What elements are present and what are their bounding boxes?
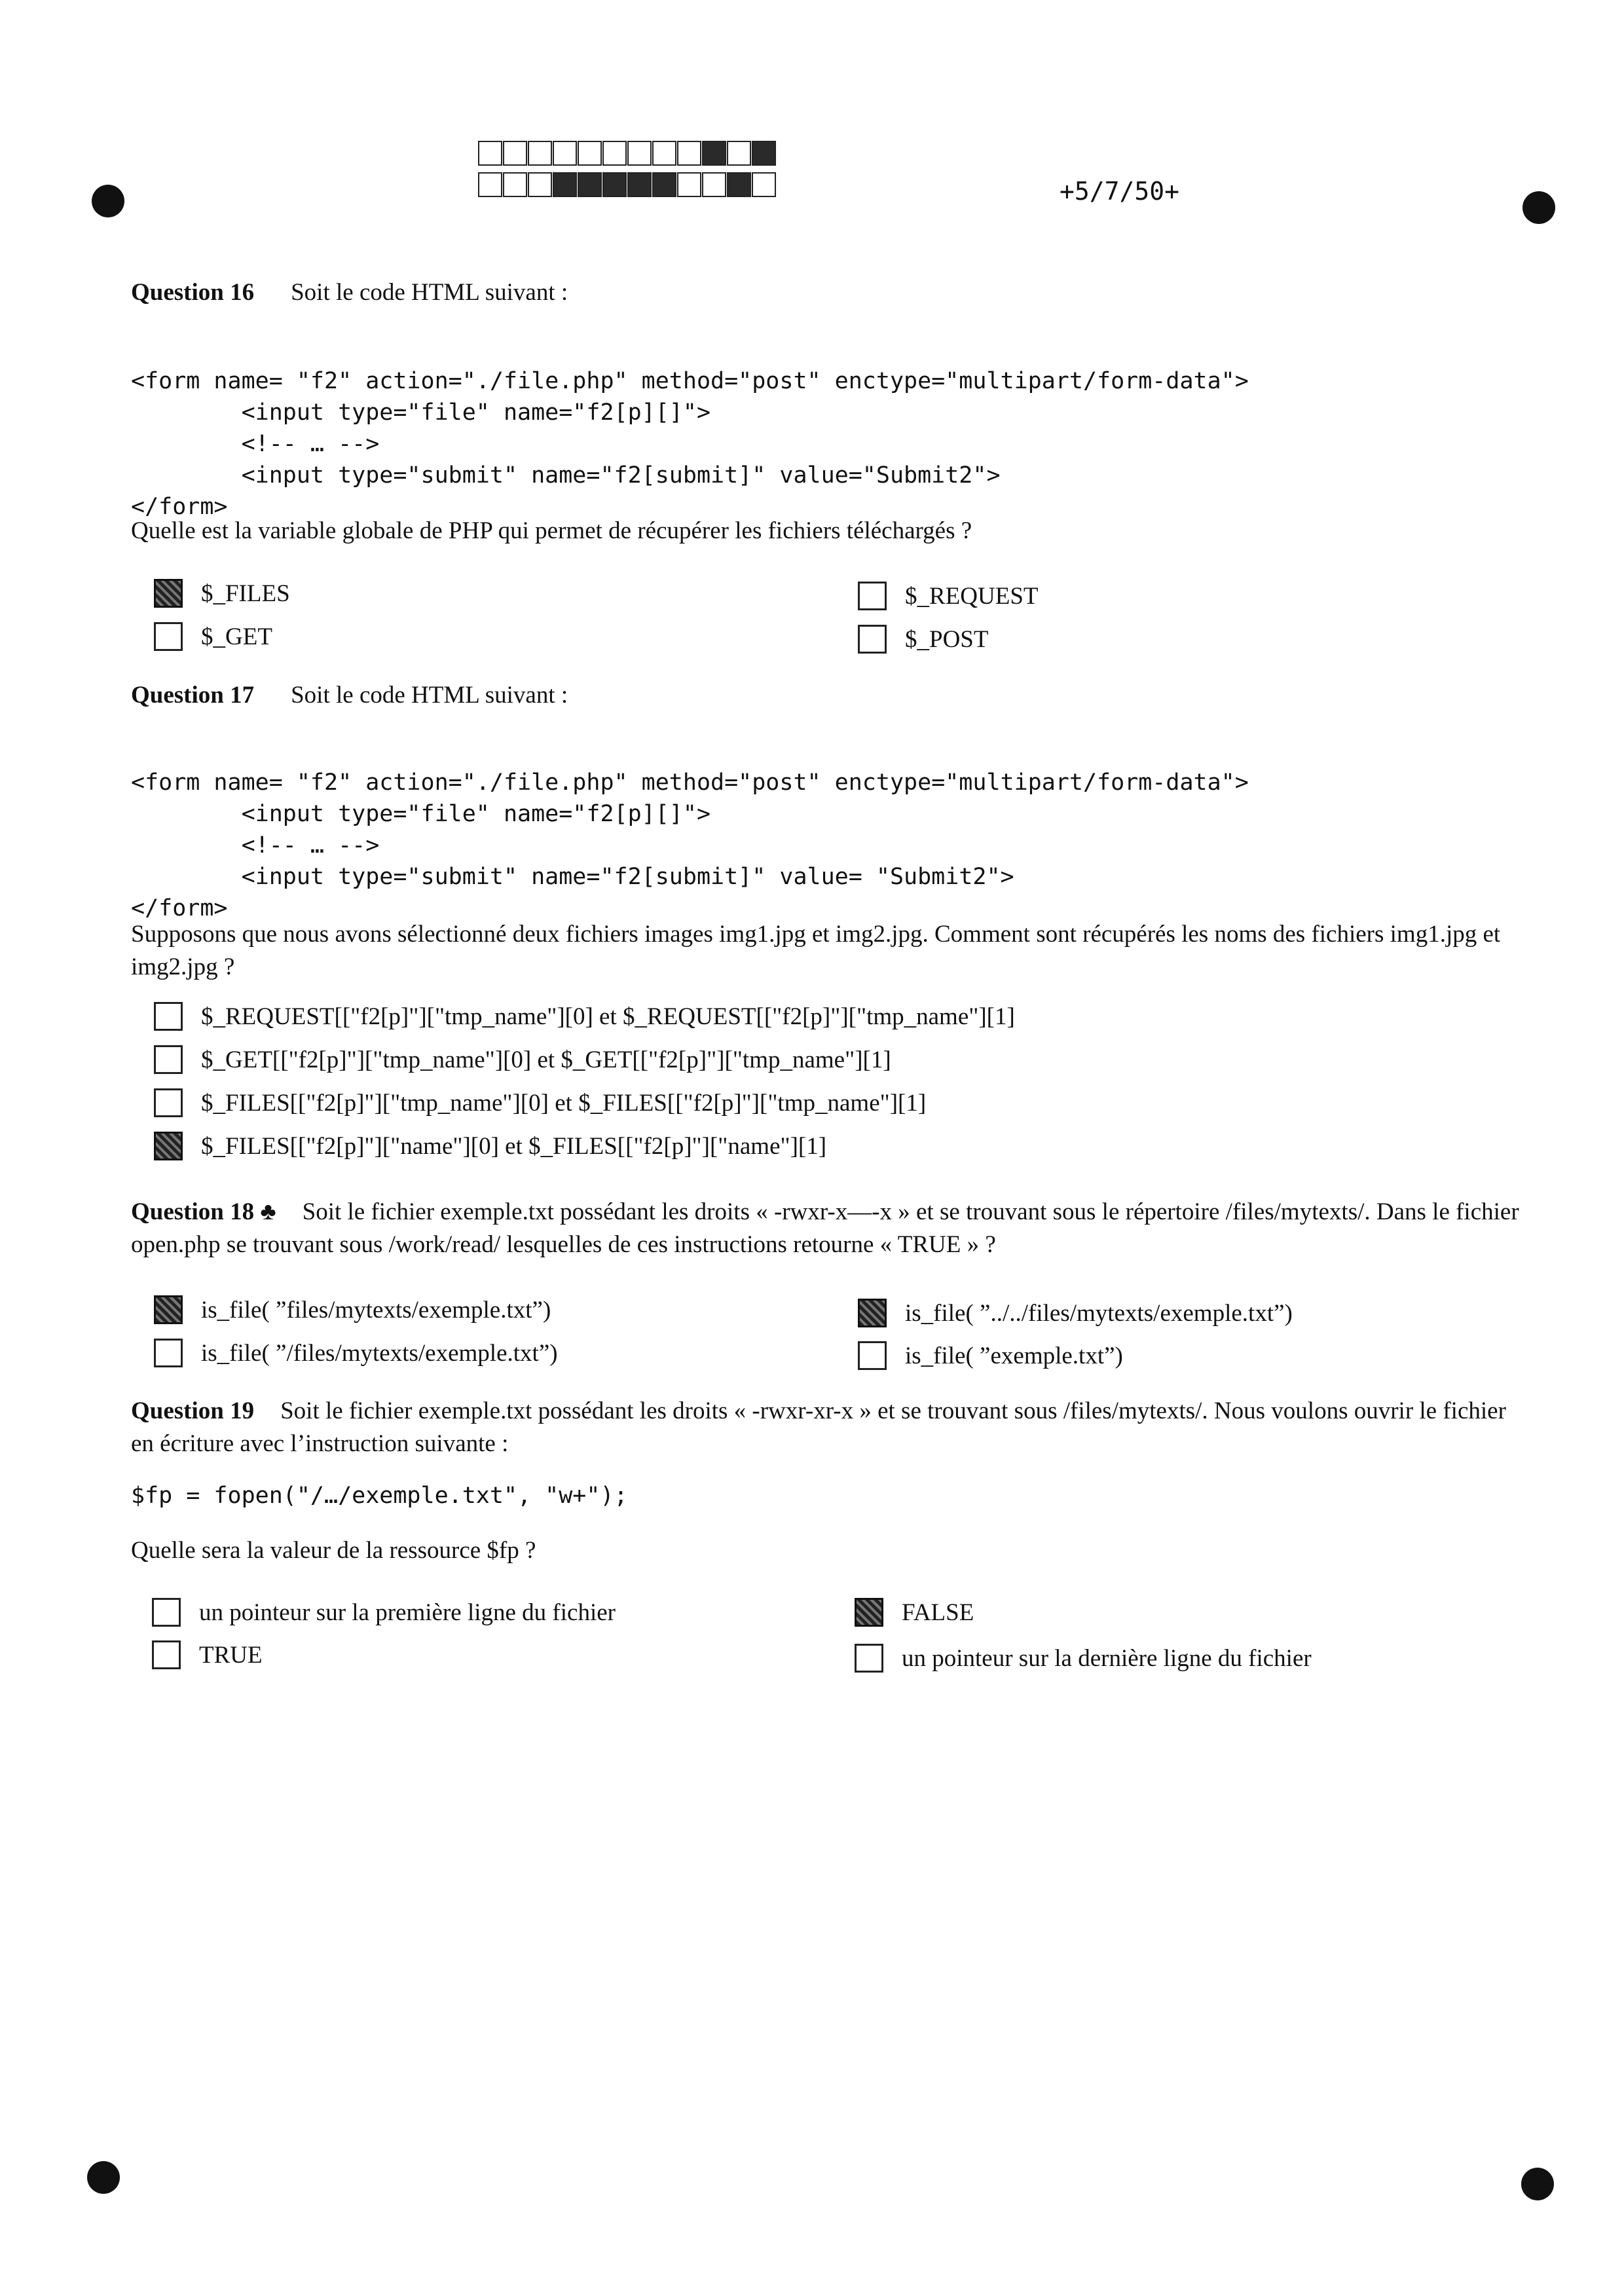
code-cell <box>702 172 726 197</box>
code-cell <box>503 141 527 166</box>
registration-mark-bottom-right <box>1521 2168 1554 2200</box>
q19-code: $fp = fopen("/…/exemple.txt", "w+"); <box>131 1483 628 1509</box>
checkbox[interactable] <box>858 1341 887 1370</box>
code-cell <box>578 172 602 197</box>
q18-option-4[interactable] <box>858 1341 1123 1370</box>
q16-option-files[interactable] <box>154 579 290 608</box>
registration-mark-top-left <box>92 185 124 217</box>
code-cell <box>677 141 701 166</box>
code-cell <box>702 141 726 166</box>
checkbox[interactable] <box>152 1640 181 1669</box>
option-label: $_POST <box>905 625 989 653</box>
q19-question <box>131 1395 1526 1460</box>
code-cell <box>752 172 776 197</box>
q16-number: Question 16 <box>131 279 255 306</box>
registration-mark-bottom-left <box>87 2161 120 2194</box>
q16-title <box>131 278 568 306</box>
q17-code-line: <input type="submit" name="f2[submit]" value= "Submit2"> <box>131 864 1014 890</box>
checkbox[interactable] <box>154 1295 183 1324</box>
q18-number: Question 18 ♣ <box>131 1198 276 1225</box>
q16-option-get[interactable] <box>154 622 272 651</box>
option-label: $_REQUEST <box>905 582 1039 610</box>
code-cell <box>677 172 701 197</box>
checkbox[interactable] <box>154 1002 183 1031</box>
option-label: FALSE <box>902 1599 974 1626</box>
q19-option-4[interactable] <box>855 1644 1312 1673</box>
q19-question-2: Quelle sera la valeur de la ressource $fp ? <box>131 1537 536 1564</box>
checkbox[interactable] <box>858 582 887 610</box>
code-cell <box>553 141 577 166</box>
page-id: +5/7/50+ <box>1060 177 1180 206</box>
q17-intro: Soit le code HTML suivant : <box>291 682 568 709</box>
code-cell <box>602 141 627 166</box>
q17-question: Supposons que nous avons sélectionné deux fichiers images img1.jpg et img2.jpg. Comment sont récupérés les noms des fichiers img1.jpg et img2.jpg ? <box>131 921 1501 980</box>
q17-option-1[interactable] <box>154 1002 1015 1031</box>
q16-code-line: <!-- … --> <box>131 431 380 457</box>
checkbox[interactable] <box>154 1339 183 1367</box>
code-cell <box>503 172 527 197</box>
q17-code-line: <input type="file" name="f2[p][]"> <box>131 801 711 827</box>
option-label: un pointeur sur la dernière ligne du fichier <box>902 1644 1312 1672</box>
q16-code-line: <input type="submit" name="f2[submit]" value="Submit2"> <box>131 462 1001 489</box>
q19-option-2[interactable] <box>855 1598 974 1627</box>
code-cell <box>627 172 652 197</box>
option-label: TRUE <box>199 1641 263 1669</box>
checkbox[interactable] <box>154 1088 183 1117</box>
q17-title <box>131 681 568 709</box>
checkbox[interactable] <box>858 625 887 654</box>
q17-option-2[interactable] <box>154 1045 891 1074</box>
checkbox[interactable] <box>855 1644 883 1673</box>
q17-code-line: <form name= "f2" action="./file.php" method="post" enctype="multipart/form-data"> <box>131 769 1249 796</box>
q18-option-1[interactable] <box>154 1295 551 1324</box>
option-label: un pointeur sur la première ligne du fichier <box>199 1599 616 1626</box>
q19-number: Question 19 <box>131 1398 255 1424</box>
q17-option-3[interactable] <box>154 1088 926 1117</box>
q16-option-request[interactable] <box>858 582 1039 610</box>
q16-option-post[interactable] <box>858 625 988 654</box>
q16-code-line: <form name= "f2" action="./file.php" method="post" enctype="multipart/form-data"> <box>131 368 1249 394</box>
checkbox[interactable] <box>858 1299 887 1327</box>
code-cell <box>652 172 676 197</box>
registration-mark-top-right <box>1522 191 1555 224</box>
code-strip-bottom <box>478 172 777 198</box>
code-cell <box>528 141 552 166</box>
code-cell <box>478 141 502 166</box>
option-label: $_FILES[["f2[p]"]["name"][0] et $_FILES[["f2[p]"]["name"][1] <box>201 1132 827 1160</box>
checkbox[interactable] <box>154 1132 183 1160</box>
checkbox[interactable] <box>855 1598 883 1627</box>
code-cell <box>553 172 577 197</box>
q18-text: Soit le fichier exemple.txt possédant les droits « -rwxr-x—-x » et se trouvant sous le répertoire /files/mytexts/. Dans le fichier open.php se trouvant sous /work/read/ lesquelles de ces instructions retourne « TRUE » ? <box>131 1198 1519 1258</box>
code-cell <box>652 141 676 166</box>
code-cell <box>727 172 751 197</box>
option-label: $_GET[["f2[p]"]["tmp_name"][0] et $_GET[["f2[p]"]["tmp_name"][1] <box>201 1046 891 1073</box>
q16-code-line: <input type="file" name="f2[p][]"> <box>131 399 711 426</box>
q19-text: Soit le fichier exemple.txt possédant les droits « -rwxr-xr-x » et se trouvant sous /files/mytexts/. Nous voulons ouvrir le fichier en écriture avec l’instruction suivante : <box>131 1398 1506 1457</box>
checkbox[interactable] <box>154 622 183 651</box>
option-label: $_FILES[["f2[p]"]["tmp_name"][0] et $_FILES[["f2[p]"]["tmp_name"][1] <box>201 1089 927 1117</box>
q18-option-3[interactable] <box>154 1339 558 1367</box>
code-cell <box>528 172 552 197</box>
code-strip-top <box>478 141 777 167</box>
q16-intro: Soit le code HTML suivant : <box>291 279 568 306</box>
code-cell <box>727 141 751 166</box>
q19-option-1[interactable] <box>152 1598 616 1627</box>
option-label: $_GET <box>201 623 272 650</box>
q18-option-2[interactable] <box>858 1299 1293 1327</box>
q19-option-3[interactable] <box>152 1640 263 1669</box>
option-label: $_REQUEST[["f2[p]"]["tmp_name"][0] et $_REQUEST[["f2[p]"]["tmp_name"][1] <box>201 1003 1015 1030</box>
q17-code-line: <!-- … --> <box>131 832 380 859</box>
option-label: $_FILES <box>201 580 290 607</box>
code-cell <box>578 141 602 166</box>
q18-question <box>131 1196 1526 1261</box>
q16-code-line: </form> <box>131 494 228 520</box>
q17-number: Question 17 <box>131 682 255 709</box>
option-label: is_file( ”exemple.txt”) <box>905 1342 1123 1369</box>
q17-code-line: </form> <box>131 895 228 921</box>
q17-option-4[interactable] <box>154 1132 826 1160</box>
code-cell <box>627 141 652 166</box>
code-cell <box>602 172 627 197</box>
checkbox[interactable] <box>154 1045 183 1074</box>
option-label: is_file( ”/files/mytexts/exemple.txt”) <box>201 1339 558 1367</box>
checkbox[interactable] <box>154 579 183 608</box>
checkbox[interactable] <box>152 1598 181 1627</box>
q16-question: Quelle est la variable globale de PHP qui permet de récupérer les fichiers téléchargés ? <box>131 517 972 544</box>
option-label: is_file( ”../../files/mytexts/exemple.txt”) <box>905 1299 1293 1327</box>
code-cell <box>478 172 502 197</box>
code-cell <box>752 141 776 166</box>
option-label: is_file( ”files/mytexts/exemple.txt”) <box>201 1296 551 1324</box>
